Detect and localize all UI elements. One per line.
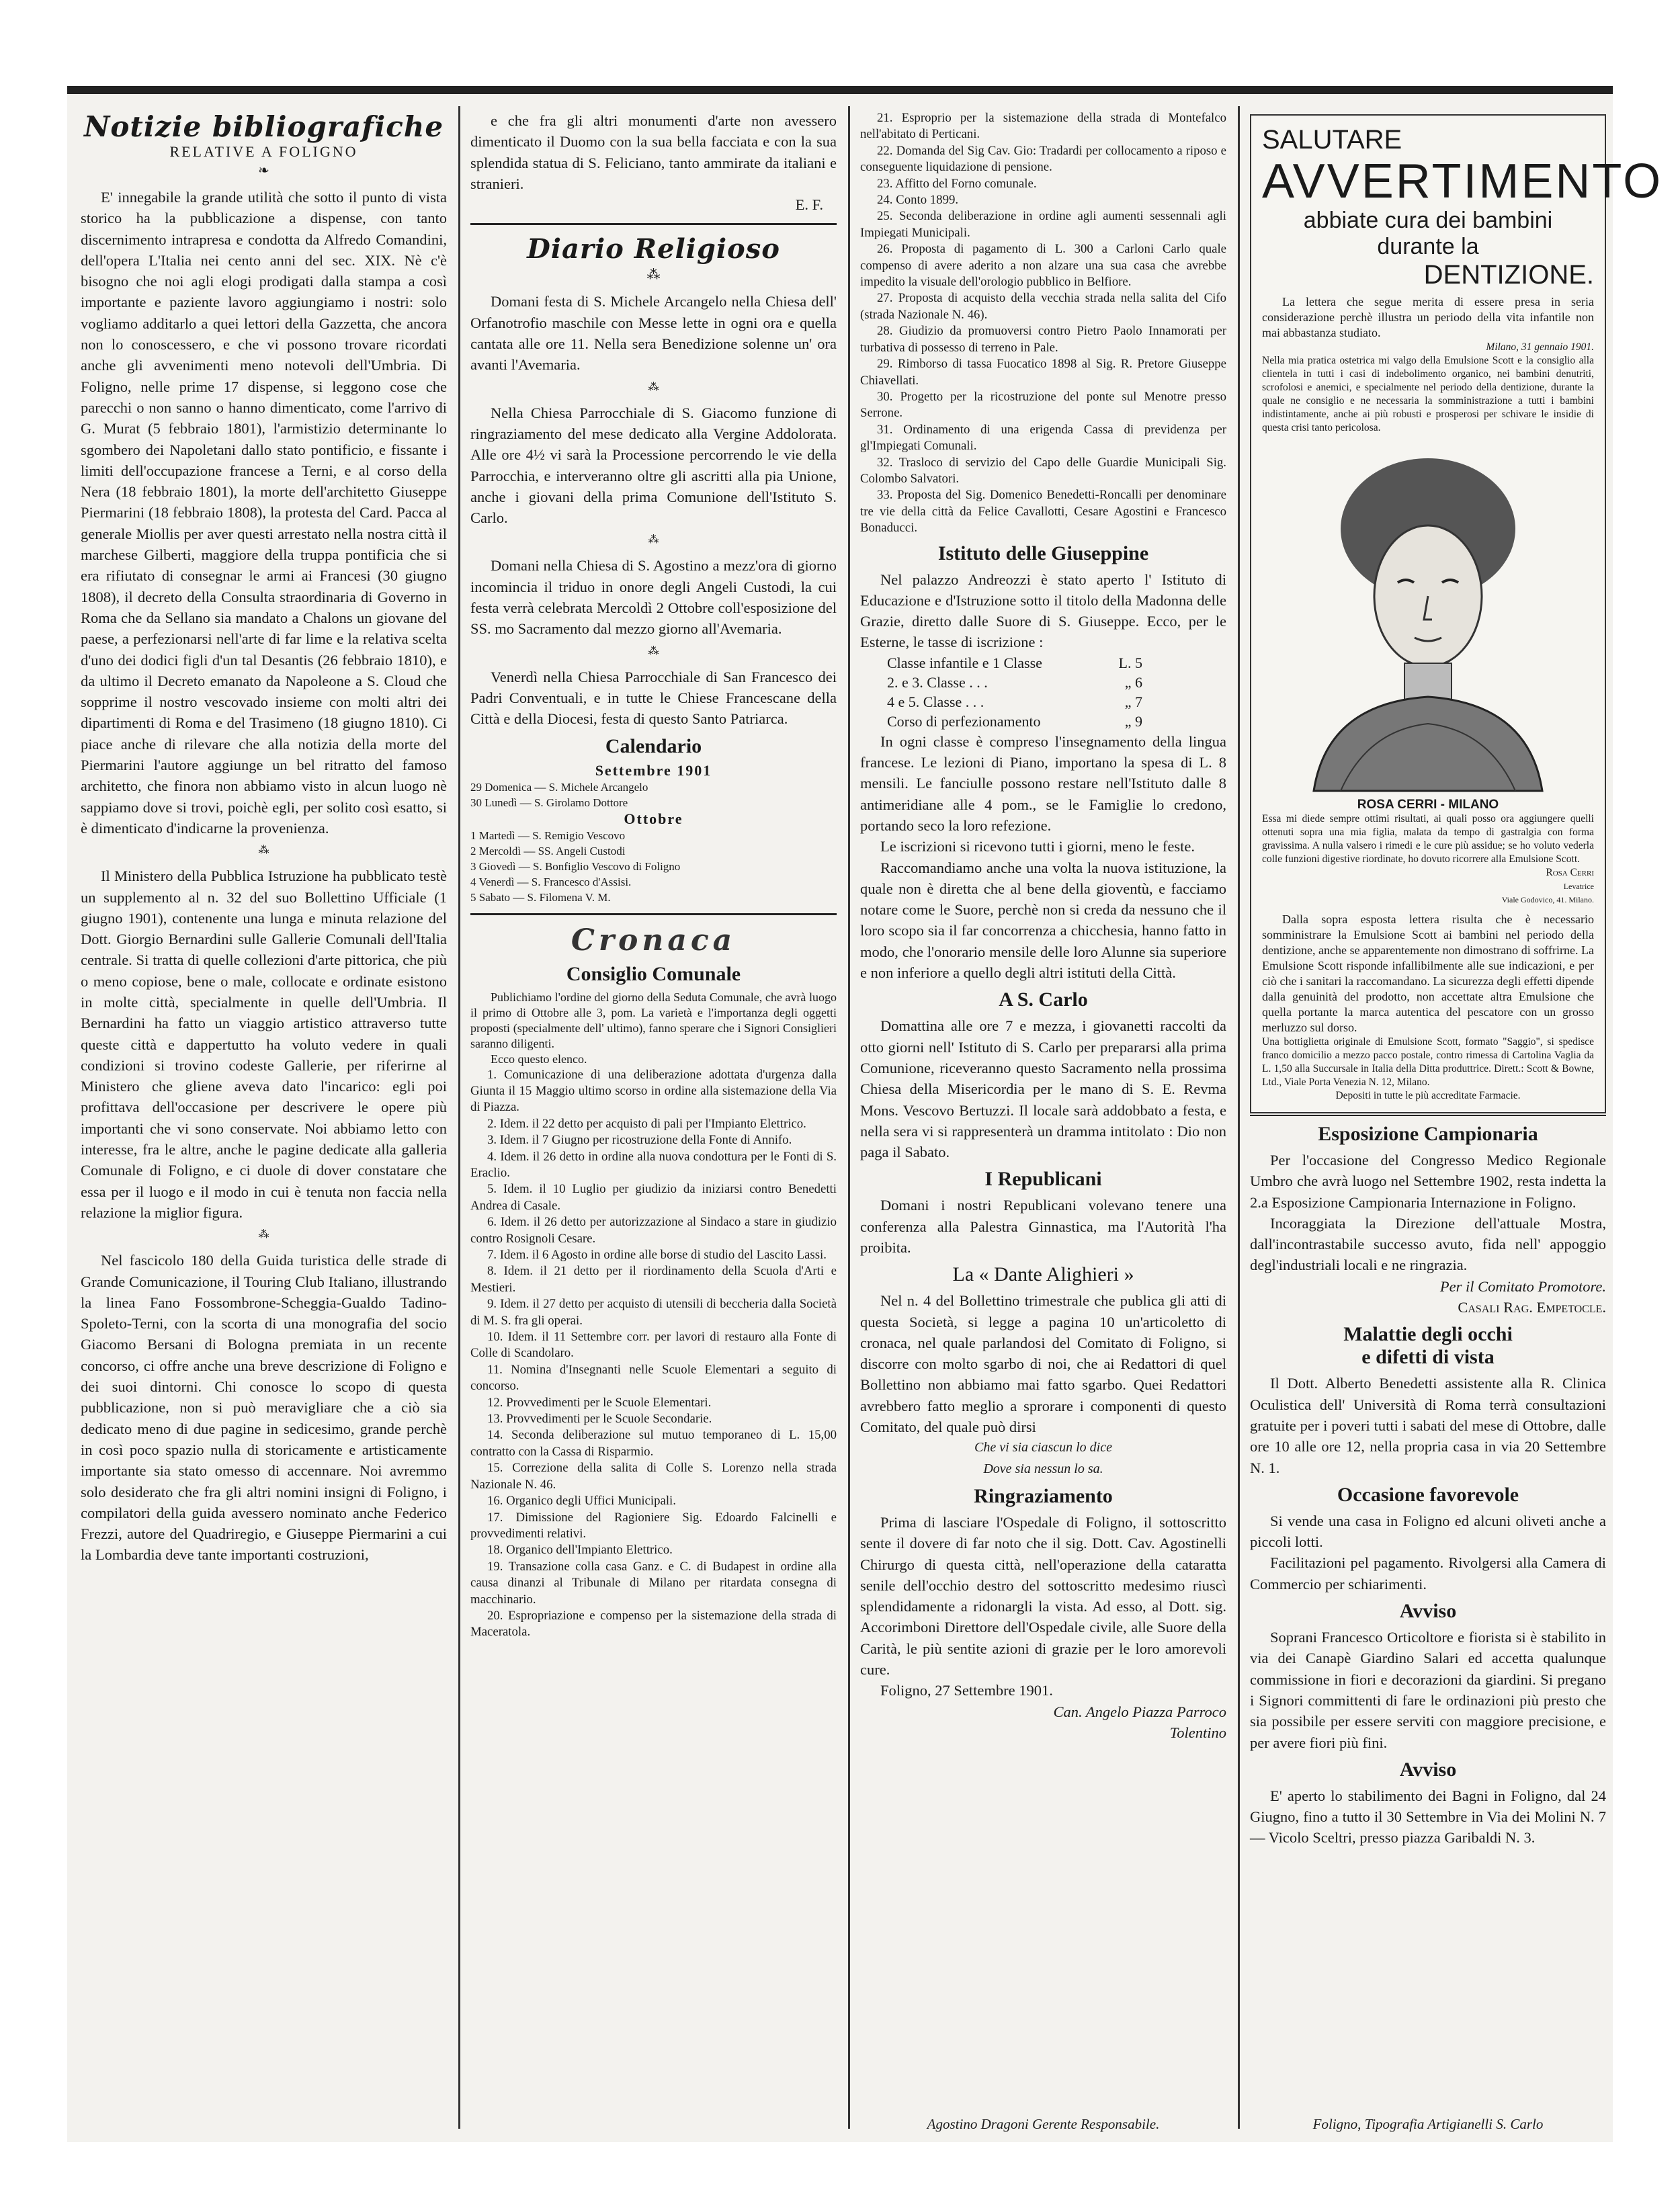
section-title-esposizione: Esposizione Campionaria <box>1318 1123 1538 1145</box>
ad-headline: durante la <box>1377 234 1479 259</box>
fee-label: Classe infantile e 1 Classe <box>887 654 1042 671</box>
portrait-illustration <box>1287 441 1569 791</box>
agenda-item: 30. Progetto per la ricostruzione del ponte sul Menotre presso Serrone. <box>860 389 1226 421</box>
agenda-item: 24. Conto 1899. <box>877 193 959 208</box>
agenda-item: 3. Idem. il 7 Giugno per ricostruzione della Fonte di Annifo. <box>487 1133 792 1148</box>
agenda-item: 23. Affitto del Forno comunale. <box>877 176 1037 191</box>
agenda-item: 27. Proposta di acquisto della vecchia strada nella salita del Cifo (strada Nazionale N. 46). <box>860 291 1226 322</box>
agenda-item: 9. Idem. il 27 detto per acquisto di utensili di beccheria dalla Società di M. S. fra gli operai. <box>470 1297 837 1328</box>
top-rule <box>67 86 1613 94</box>
fee-value: „ 6 <box>1124 673 1142 691</box>
fee-row <box>887 673 1142 692</box>
agenda-item: 13. Provvedimenti per le Scuole Secondarie. <box>487 1412 712 1427</box>
agenda-item: 26. Proposta di pagamento di L. 300 a Carloni Carlo quale compenso di avere aderito a non alzare una sua casa che avrebbe impedito la visuale dell'orologio pubblico in Belfiore. <box>860 242 1226 290</box>
verse: Che vi sia ciascun lo dice <box>974 1440 1112 1455</box>
ad-signature: Rosa Cerri <box>1546 867 1594 878</box>
paragraph: Nella Chiesa Parrocchiale di S. Giacomo funzione di ringraziamento del mese dedicato alla Vergine Addolorata. Alle ore 4½ vi sarà la Processione percorrendo le vie della Parrocchia, e interveranno oltre gli ascritti alla pia Unione, anche i giovani della prima Comunione dell'Istituto S. Carlo. <box>470 404 837 527</box>
paragraph: Raccomandiamo anche una volta la nuova istituzione, la quale non è diretta che al bene della gioventù, e facciamo notare come le Suore, perchè non si creda da nessuno che il loro scopo sia il far concorrenza a chicchesia, hanno fatto in modo, che l'onorario mensile delle loro Alunne sia superiore e non inferiore a quello degli altri istituti della Città. <box>860 859 1226 982</box>
section-title-notizie: Notizie bibliografiche <box>83 110 444 143</box>
agenda-item: 4. Idem. il 26 detto in ordine alla nuova condottura per le Fonti di S. Eraclio. <box>470 1149 837 1180</box>
paragraph: Per l'occasione del Congresso Medico Regionale Umbro che avrà luogo nel Settembre 1902, resta indetta la 2.a Esposizione Campionaria Internazione in Foligno. <box>1250 1152 1606 1211</box>
fee-row <box>887 692 1142 712</box>
section-title-ringraziamento: Ringraziamento <box>974 1484 1113 1507</box>
calendar-entry: 5 Sabato — S. Filomena V. M. <box>470 890 611 904</box>
agenda-item: 29. Rimborso di tassa Fuocatico 1898 al Sig. R. Pretore Giuseppe Chiavellati. <box>860 357 1226 388</box>
column-divider <box>848 106 850 2129</box>
agenda-item: 31. Ordinamento di una erigenda Cassa di previdenza per gl'Impiegati Comunali. <box>860 422 1226 454</box>
portrait-caption: ROSA CERRI - MILANO <box>1357 798 1499 812</box>
calendar-list <box>470 779 837 810</box>
footer-gerente: Agostino Dragoni Gerente Responsabile. <box>927 2116 1160 2132</box>
paragraph: Prima di lasciare l'Ospedale di Foligno, il sottoscritto sente il dovere di far noto che il sig. Dott. Cav. Agostinelli Chirurgo di questa città, nell'operazione della cataratta senile dell'occhio destro del sottoscritto medesimo riuscì splendidamente a ridonargli la vista. Ad esso, al Dott. sig. Accorimboni Direttore dell'Ospedale civile, alle Suore della Carità, le più sentite azioni di grazie per le loro amorevoli cure. <box>860 1513 1226 1679</box>
agenda-item: 14. Seconda deliberazione sul mutuo temporaneo di L. 15,00 contratto con la Cassa di Risparmio. <box>470 1428 837 1459</box>
signature: Can. Angelo Piazza Parroco <box>1053 1703 1226 1720</box>
cronaca-heading: Cronaca <box>571 923 737 958</box>
paragraph: Il Ministero della Pubblica Istruzione ha pubblicato testè un supplemento al n. 32 del suo Bollettino Ufficiale (1 giugno 1901), contenente una lunga e minuta relazione del Dott. Giorgio Bernardini sulle Gallerie Comunali dell'Italia centrale. Si tratta di quelle collezioni d'arte pittorica, che più o meno copiose, bene o male, collocate e ordinate esistono in molte città, specialmente in quelle dell'Umbria. Il Bernardini ha fatto un viaggio artistico attraverso tutte queste città e dappertutto ha voluto vedere in quali condizioni si trovino codeste Gallerie, per riferirne al Ministero che gliene aveva dato l'incarico: egli poi profittava dell'occasione per descrivere le opere più importanti che vi sono conservate. Noi abbiamo letto con interesse, fra le altre, anche le pagine dedicate alla galleria Comunale di Foligno, e ci duole di dover constatare che essa per il luogo e il modo in cui è tenuta non faccia nella relazione la miglior figura. <box>81 867 447 1221</box>
paragraph: Soprani Francesco Orticoltore e fiorista si è stabilito in via dei Canapè Giardino Salari ed accetta qualunque commissione in fiori e decorazioni da giardini. Si pregano i Signori committenti di fare le ordinazioni più presto che sia possibile per essere serviti con maggiore precisione, e per avere fiori più fini. <box>1250 1629 1606 1751</box>
fee-value: „ 7 <box>1124 693 1142 710</box>
section-title-occasione: Occasione favorevole <box>1337 1483 1519 1506</box>
agenda-item: 11. Nomina d'Insegnanti nelle Scuole Elementari a seguito di concorso. <box>470 1362 837 1394</box>
agenda-item: 33. Proposta del Sig. Domenico Benedetti-Roncalli per denominare tre vie della città da Felice Cavallotti, Cesare Agostini e Francesco Bonaducci. <box>860 488 1226 536</box>
paragraph: E' innegabile la grande utilità che sotto il punto di vista storico ha la pubblicazione a dispense, con tanto discernimento intrapresa e condotta da Alfredo Comandini, dell'opera L'Italia nei cento anni del sec. XIX. Nè c'è bisogno che noi agli elogi prodigati dalla stampa a così importante e paziente lavoro aggiungiamo i nostri: solo vogliamo additarlo a quei lettori della Gazzetta, che ancora non lo conoscessero, e che vi possono trovare ricordati anche gli avvenimenti meno notevoli dell'Umbria. Di Foligno, nelle prime 17 dispense, si leggono cose che parecchi o non sanno o hanno dimenticato, come l'arrivo di G. Murat (5 febbraio 1801), l'armistizio determinante lo sgombero dei Napoletani dallo stato pontificio, e fissante i limiti dell'occupazione francese a Terni, e al corso della Nera (18 febbraio 1801), la morte dell'architetto Giuseppe Piermarini (18 febbraio 1808), la protesta del Card. Pacca al generale Miollis per aver questi arrestato nella nostra città il marchese Gilberti, maggiore della truppa pontificia che si era rifiutato di consegnar le armi ai Francesi (30 giugno 1808), il decreto della Consulta straordinaria di Governo in Roma che da Sellano sia mandato a Chalons un giovane del paese, a perfezionarsi nell'arte di far lime e la relativa scelta d'uno dei dodici figli d'un tal Desantis (26 febbraio 1810), e da ultimo il Decreto emanato da Napoleone a S. Cloud che sopprime il nostro vescovado insieme con molti altri dei dipartimenti di Roma e del Trasimeno (18 giugno 1810). Ci piace anche di rilevare che alla notizia della morte del Piermarini l'autore aggiunge un bel ritratto del famoso architetto, che finora non abbiamo visto in alcun luogo nè sappiamo dove si trovi, poichè egli, per solito così esatto, si è dimenticato d'indicarne la provenienza. <box>81 189 447 837</box>
agenda-list <box>470 1067 837 1641</box>
ad-headline: AVVERTIMENTO <box>1262 155 1663 208</box>
column-2 <box>470 110 837 2122</box>
fee-label: 4 e 5. Classe . . . <box>887 693 984 710</box>
section-title-avviso: Avviso <box>1399 1600 1457 1623</box>
paragraph: Incoraggiata la Direzione dell'attuale Mostra, dall'incontrastabile successo avuto, fida nell' appoggio degl'industriali locali e ne ringrazia. <box>1250 1214 1606 1274</box>
agenda-item: 25. Seconda deliberazione in ordine agli aumenti sessennali agli Impiegati Municipali. <box>860 209 1226 240</box>
calendar-entry: 30 Lunedì — S. Girolamo Dottore <box>470 796 628 809</box>
agenda-item: 21. Esproprio per la sistemazione della strada di Montefalco nell'abitato di Perticani. <box>860 111 1226 142</box>
ornament-icon: ❧ <box>258 163 269 178</box>
asterism-icon: ⁂ <box>258 845 269 857</box>
fee-row <box>887 653 1142 673</box>
agenda-item: 19. Transazione colla casa Ganz. e C. di Budapest in ordine alla causa dinanzi al Tribunale di Milano per ritardata consegna di macchinario. <box>470 1559 837 1607</box>
paragraph: Publichiamo l'ordine del giorno della Seduta Comunale, che avrà luogo il primo di Ottobre alle 3, pom. La varietà e l'importanza degli oggetti proposti (specialmente dell' ultimo), fanno sperare che i Signori Consiglieri saranno diligenti. <box>470 990 837 1050</box>
signature: Per il Comitato Promotore. <box>1439 1277 1606 1295</box>
agenda-item: 22. Domanda del Sig Cav. Gio: Tradardi per collocamento a riposo e conseguente liquidazione di pensione. <box>860 143 1226 175</box>
paragraph: Nel fascicolo 180 della Guida turistica delle strade di Grande Comunicazione, il Touring Club Italiano, illustrando la linea Fano Fossombrone-Scheggia-Gualdo Tadino-Spoleto-Terni, con la scorta di una monografia del socio Giacomo Bersani di Bologna premiata in un recente concorso, ci offre anche una breve descrizione di Foligno e dei suoi dintorni. Chi conosce lo scopo di questa pubblicazione, non si può meravigliare che a ciò sia dedicato meno di due pagine in sedicesimo, grande perchè in così poco spazio nulla di storicamente e artisticamente importante sia stato omesso di accennare. Noi avremmo solo desiderato che fra gli altri nomini insigni di Foligno, i compilatori della guida avessero nominato anche Federico Frezzi, autore del Quadriregio, e Giuseppe Piermarini a cui la Lombardia deve tante importanti costruzioni, <box>81 1252 447 1564</box>
calendar-entry: 3 Giovedì — S. Bonfiglio Vescovo di Foligno <box>470 859 681 873</box>
signature: E. F. <box>795 196 823 214</box>
ad-paragraph: Una bottiglietta originale di Emulsione Scott, formato "Saggio", si spedisce franco domicilio a mezzo pacco postale, contro rimessa di Cartolina Vaglia da L. 1,50 alla Succursale in Italia della Ditta produttrice. Dirett.: Scott & Bowne, Ltd., Viale Porta Venezia N. 12, Milano. <box>1262 1036 1594 1088</box>
footer-tipografia: Foligno, Tipografia Artigianelli S. Carlo <box>1312 2116 1544 2132</box>
asterism-icon: ⁂ <box>648 645 659 657</box>
section-title-avviso: Avviso <box>1399 1758 1457 1781</box>
paragraph: Ecco questo elenco. <box>491 1052 587 1066</box>
agenda-list <box>860 110 1226 537</box>
divider <box>470 223 837 225</box>
fee-value: L. 5 <box>1118 654 1142 671</box>
agenda-item: 28. Giudizio da promuoversi contro Pietro Paolo Innamorati per turbativa di possesso di terreno in Pale. <box>860 324 1226 355</box>
column-4 <box>1250 110 1663 2122</box>
column-divider <box>458 106 460 2129</box>
divider <box>1250 1115 1606 1116</box>
paragraph: Le iscrizioni si ricevono tutti i giorni, meno le feste. <box>880 838 1195 855</box>
calendar-title: Calendario <box>605 734 702 757</box>
section-title-malattie: e difetti di vista <box>1361 1346 1495 1369</box>
paragraph: Domani nella Chiesa di S. Agostino a mezz'ora di giorno incomincia il triduo in onore degli Angeli Custodi, la cui festa verrà celebrata Mercoldì 2 Ottobre coll'esposizione del SS. mo Sacramento dal mezzo giorno all'Avemaria. <box>470 557 837 638</box>
ad-paragraph: Essa mi diede sempre ottimi risultati, ai quali posso ora aggiungere quelli ottenuti sopra una mia figlia, malata da tempo di gastralgia con forma gravissima. A nulla valsero i rimedi e le cure più assidue; se ho voluto vederla colle funzioni digestive riordinate, ho dovuto ricorrere alla Emulsione Scott. <box>1262 813 1594 865</box>
fee-value: „ 9 <box>1124 712 1142 730</box>
paragraph: E' aperto lo stabilimento dei Bagni in Foligno, dal 24 Giugno, fino a tutto il 30 Settembre in Via dei Molini N. 7 — Vicolo Sceltri, presso piazza Garibaldi N. 3. <box>1250 1787 1606 1847</box>
agenda-item: 12. Provvedimenti per le Scuole Elementari. <box>487 1395 712 1410</box>
fee-label: Corso di perfezionamento <box>887 712 1041 730</box>
paragraph: Venerdì nella Chiesa Parrocchiale di San Francesco dei Padri Conventuali, e in tutte le Chiese Francescane della Città e della Diocesi, festa di questo Santo Patriarca. <box>470 668 837 728</box>
agenda-item: 15. Correzione della salita di Colle S. Lorenzo nella strada Nazionale N. 46. <box>470 1461 837 1492</box>
paragraph: Nel n. 4 del Bollettino trimestrale che publica gli atti di questa Società, si legge a pagina 10 un'articoletto di cronaca, nel quale parlandosi del Comitato di Foligno, si discorre con molto sgarbo di noi, che ai Redattori di quel Bollettino non abbiamo mai fatto sgarbo. Quei Redattori avrebbero fatto meglio a sprorare i componenti di questo Comitato, del quale può dirsi <box>860 1292 1226 1436</box>
ad-paragraph: Nella mia pratica ostetrica mi valgo della Emulsione Scott e la consiglio alla clientela in tutti i casi di indebolimento organico, nei bambini denutriti, scrofolosi e anemici, e specialmente nel periodo della dentizione, durante la quale ne consiglio e ne necessaria la somministrazione a tutti i bambini indistintamente, anche ai più robusti e prosperosi per schivare le insidie di questa crisi tanto pericolosa. <box>1262 355 1594 433</box>
calendar-entry: 29 Domenica — S. Michele Arcangelo <box>470 780 648 794</box>
section-title-consiglio: Consiglio Comunale <box>566 962 741 985</box>
agenda-item: 17. Dimissione del Ragioniere Sig. Edoardo Falcinelli e provvedimenti relativi. <box>470 1510 837 1541</box>
agenda-item: 5. Idem. il 10 Luglio per giudizio da iniziarsi contro Benedetti Andrea di Casale. <box>470 1182 837 1213</box>
asterism-icon: ⁂ <box>648 381 659 393</box>
ad-headline: abbiate cura dei bambini <box>1303 208 1553 233</box>
paragraph: Domattina alle ore 7 e mezza, i giovanetti raccolti da otto giorni nell' Istituto di S. Carlo per prepararsi alla prima Comunione, riceveranno questo Sacramento nella prossima Chiesa della Misericordia per le mano di S. E. Revma Mons. Vescovo Bertuzzi. Il locale sarà addobbato a festa, e nella sera vi si rappresenterà un dramma intitolato : Dio non paga il Sabato. <box>860 1017 1226 1161</box>
column-3 <box>860 110 1226 2122</box>
calendar-list <box>470 828 837 905</box>
signature: Casali Rag. Empetocle. <box>1458 1299 1606 1316</box>
section-title-republicani: I Republicani <box>984 1168 1102 1191</box>
asterism-icon: ⁂ <box>648 534 659 546</box>
section-title-istituto: Istituto delle Giuseppine <box>937 542 1149 564</box>
section-title-dante: La « Dante Alighieri » <box>952 1263 1134 1286</box>
paragraph: Facilitazioni pel pagamento. Rivolgersi alla Camera di Commercio per schiarimenti. <box>1250 1554 1606 1593</box>
emulsione-scott-ad <box>1250 114 1663 1113</box>
agenda-item: 7. Idem. il 6 Agosto in ordine alle borse di studio del Lascito Lassi. <box>487 1248 827 1262</box>
ad-paragraph: Dalla sopra esposta lettera risulta che è necessario somministrare la Emulsione Scott ai bambini nel periodo della dentizione, anche se apparentemente non dimostrano di soffrirne. La Emulsione Scott risponde infallibilmente alle sue indicazioni, e per ciò che i sanitari la raccomandano. La sicurezza degli effetti dipende dalla genuinità del prodotto, non accettate altra Emulsione che quella portante la marca autentica del pescatore con un grosso merluzzo sul dorso. <box>1262 913 1594 1034</box>
section-title-diario: Diario Religioso <box>527 233 780 265</box>
agenda-item: 32. Trasloco di servizio del Capo delle Guardie Municipali Sig. Colombo Salvatori. <box>860 455 1226 486</box>
section-title-malattie: Malattie degli occhi <box>1343 1323 1513 1346</box>
agenda-item: 16. Organico degli Uffici Municipali. <box>487 1494 676 1509</box>
ad-signature: Viale Godovico, 41. Milano. <box>1501 895 1594 904</box>
calendar-entry: 1 Martedì — S. Remigio Vescovo <box>470 829 626 842</box>
ornament-icon: ⁂ <box>646 267 661 283</box>
agenda-item: 18. Organico dell'Impianto Elettrico. <box>487 1543 673 1558</box>
paragraph: Nel palazzo Andreozzi è stato aperto l' Istituto di Educazione e d'Istruzione sotto il titolo della Madonna delle Grazie, diretto dalle Suore di S. Giuseppe. Ecco, per le Esterne, le tasse di iscrizione : <box>860 570 1226 651</box>
calendar-entry: 2 Mercoldì — SS. Angeli Custodi <box>470 844 626 857</box>
paragraph: Domani i nostri Republicani volevano tenere una conferenza alla Palestra Ginnastica, ma l'Autorità l'ha proibita. <box>860 1197 1226 1256</box>
ad-date: Milano, 31 gennaio 1901. <box>1486 341 1594 353</box>
ad-paragraph: Depositi in tutte le più accreditate Farmacie. <box>1335 1090 1521 1101</box>
calendar-entry: 4 Venerdì — S. Francesco d'Assisi. <box>470 875 632 888</box>
newspaper-page <box>67 86 1663 2142</box>
ad-signature: Levatrice <box>1563 882 1594 891</box>
ad-headline: SALUTARE <box>1262 125 1402 155</box>
divider <box>470 913 837 915</box>
signature: Tolentino <box>1169 1724 1226 1741</box>
fee-table <box>887 653 1226 731</box>
column-1 <box>81 110 447 2122</box>
calendar-month: Settembre 1901 <box>595 761 712 779</box>
paragraph: In ogni classe è compreso l'insegnamento della lingua francese. Le lezioni di Piano, importano la spesa di L. 8 mensili. Le fanciulle possono restare nell'Istituto dalle 8 antimeridiane alle 4 pom., se le Famiglie lo credono, portando seco la loro refezione. <box>860 732 1226 834</box>
date: Foligno, 27 Settembre 1901. <box>880 1682 1053 1699</box>
paragraph: Domani festa di S. Michele Arcangelo nella Chiesa dell' Orfanotrofio maschile con Messe lette in ogni ora e quella cantata alle ore 11. Nella sera Benedizione solenne un' ora avanti l'Avemaria. <box>470 293 837 374</box>
asterism-icon: ⁂ <box>258 1229 269 1241</box>
paragraph: e che fra gli altri monumenti d'arte non avessero dimenticato il Duomo con la sua bella facciata e con la sua splendida statua di S. Feliciano, tanto ammirate da italiani e stranieri. <box>470 112 837 192</box>
section-subtitle: RELATIVE A FOLIGNO <box>169 143 358 160</box>
ad-headline: DENTIZIONE. <box>1423 260 1594 290</box>
paragraph: Si vende una casa in Foligno ed alcuni oliveti anche a piccoli lotti. <box>1250 1512 1606 1551</box>
agenda-item: 1. Comunicazione di una deliberazione adottata d'urgenza dalla Giunta il 15 Maggio ultimo scorso in ordine alla sistemazione della Via di Piazza. <box>470 1067 837 1115</box>
agenda-item: 8. Idem. il 21 detto per il riordinamento della Scuola d'Arti e Mestieri. <box>470 1264 837 1295</box>
column-divider <box>1238 106 1240 2129</box>
section-title-carlo: A S. Carlo <box>999 988 1088 1011</box>
fee-row <box>887 712 1142 731</box>
verse: Dove sia nessun lo sa. <box>983 1461 1103 1476</box>
calendar-month: Ottobre <box>624 810 683 827</box>
fee-label: 2. e 3. Classe . . . <box>887 673 988 691</box>
agenda-item: 6. Idem. il 26 detto per autorizzazione al Sindaco a stare in giudizio contro Rosignoli Cesare. <box>470 1215 837 1246</box>
paragraph: Il Dott. Alberto Benedetti assistente alla R. Clinica Oculistica dell' Università di Roma terrà consultazioni gratuite per i poveri tutti i sabati del mese di Ottobre, dalle ore 10 alle ore 12, nella propria casa in via 20 Settembre N. 1. <box>1250 1375 1606 1476</box>
ad-paragraph: La lettera che segue merita di essere presa in seria considerazione perchè illustra un periodo della vita infantile non mai abbastanza studiato. <box>1262 295 1594 339</box>
agenda-item: 20. Espropriazione e compenso per la sistemazione della strada di Maceratola. <box>470 1608 837 1640</box>
agenda-item: 2. Idem. il 22 detto per acquisto di pali per l'Impianto Elettrico. <box>487 1116 806 1131</box>
agenda-item: 10. Idem. il 11 Settembre corr. per lavori di restauro alla Fonte di Colle di Scandolaro. <box>470 1330 837 1361</box>
